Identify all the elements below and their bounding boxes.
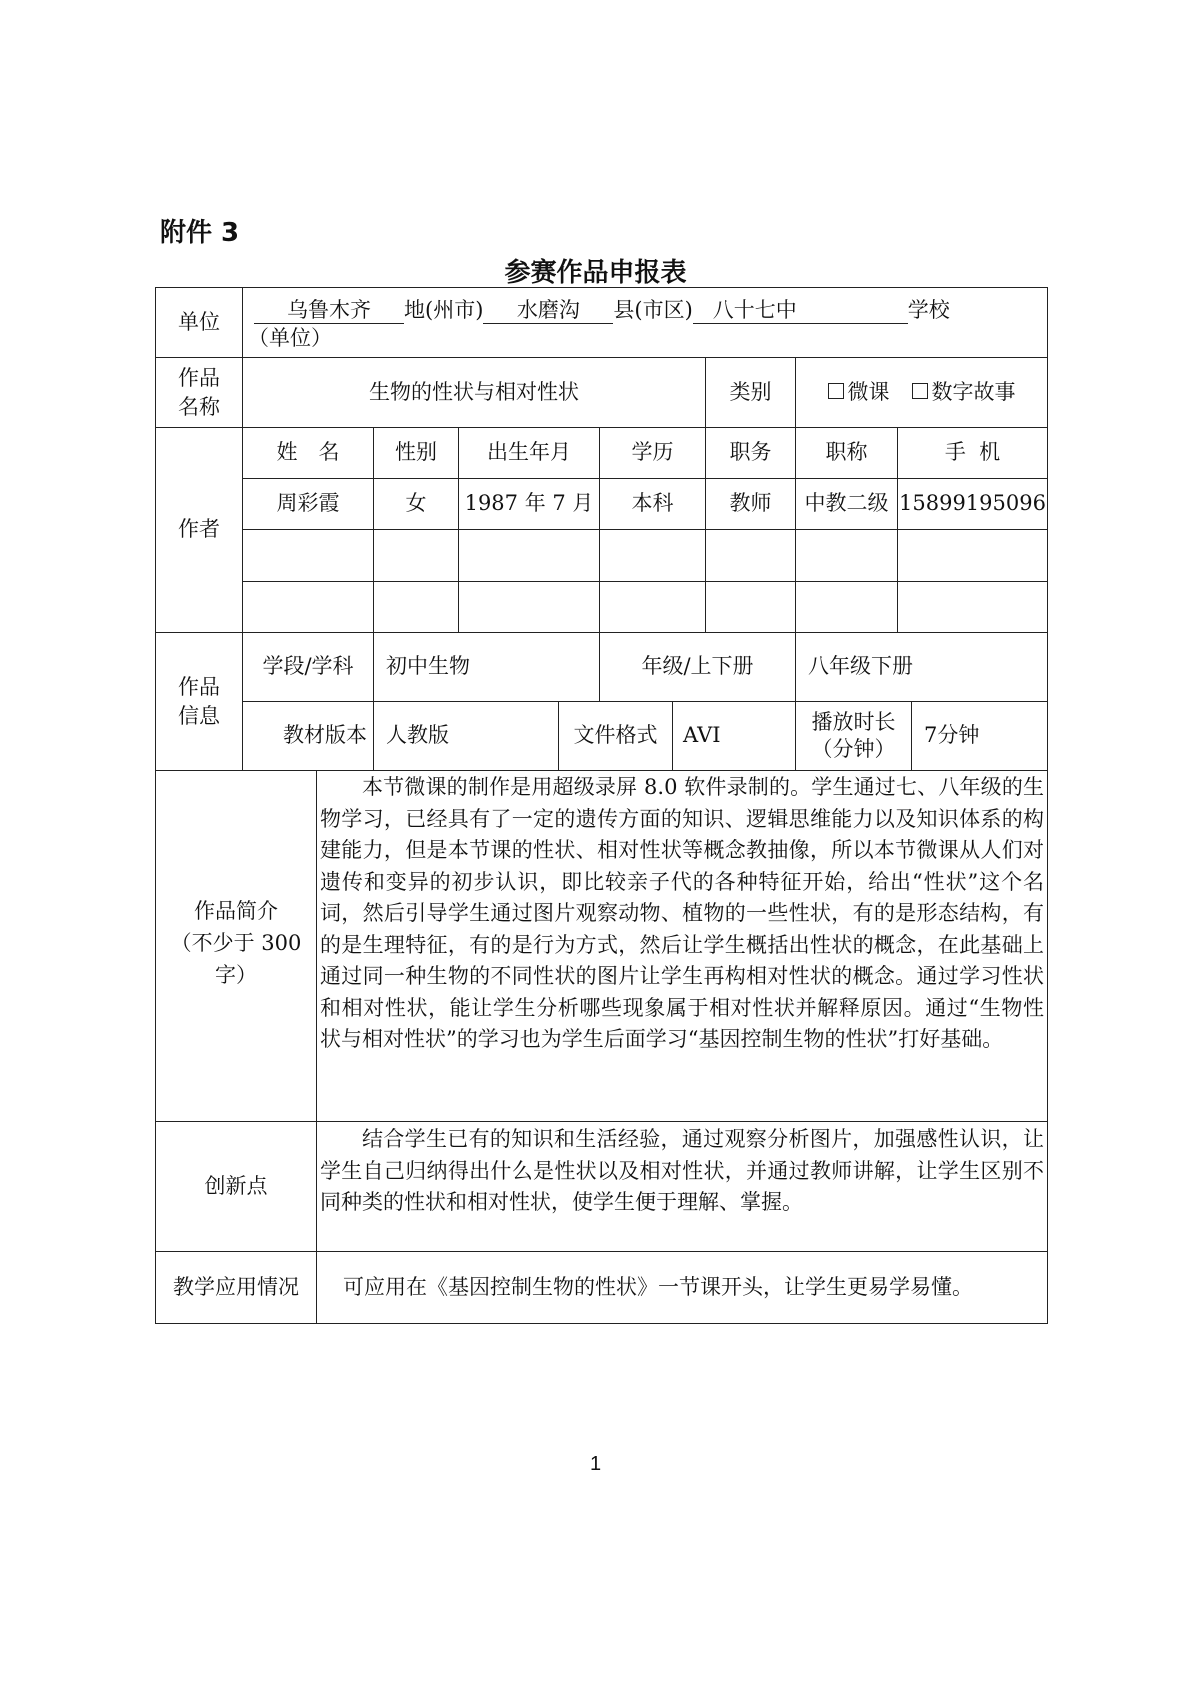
author-row-3-cell[interactable]: [795, 581, 898, 633]
form-title: 参赛作品申报表: [504, 258, 687, 288]
format-label: 文件格式: [558, 701, 673, 771]
county-suffix: 县(市区): [613, 298, 693, 322]
author-row-2-cell[interactable]: [897, 529, 1048, 582]
unit-label: 单位: [155, 287, 243, 358]
author-row-3-cell[interactable]: [373, 581, 459, 633]
author-row-2-cell[interactable]: [458, 529, 600, 582]
county-value: 水磨沟: [483, 297, 613, 324]
application-label: 教学应用情况: [155, 1251, 317, 1324]
innovation-label: 创新点: [155, 1121, 317, 1252]
duration-value: 7分钟: [911, 701, 1048, 771]
innovation-text: 结合学生已有的知识和生活经验，通过观察分析图片，加强感性认识，让学生自己归纳得出什么是性状以及相对性状，并通过教师讲解，让学生区别不同种类的性状和相对性状，使学生便于理解、掌握。: [320, 1127, 1044, 1214]
option-digital-story[interactable]: [912, 378, 1016, 407]
category-options: [795, 357, 1048, 428]
duration-label: 播放时长 （分钟）: [795, 701, 912, 771]
author-header-birth: 出生年月: [458, 427, 600, 479]
author-row-3-cell[interactable]: [242, 581, 374, 633]
author-header-name: 姓 名: [242, 427, 374, 479]
author-row-1-birth: 1987 年 7 月: [458, 478, 600, 530]
grade-value: 八年级下册: [795, 632, 1048, 702]
option-microlesson-label: 微课: [847, 379, 890, 404]
author-header-gender: 性别: [373, 427, 459, 479]
author-row-3-cell[interactable]: [458, 581, 600, 633]
author-header-title: 职称: [795, 427, 898, 479]
prefecture-suffix: 地(州市): [404, 298, 484, 322]
category-label: 类别: [705, 357, 796, 428]
school-suffix: 学校: [907, 298, 950, 322]
author-row-3-cell[interactable]: [599, 581, 706, 633]
format-value: AVI: [672, 701, 796, 771]
school-paren: （单位）: [248, 326, 332, 350]
school-value: 八十七中: [693, 297, 908, 324]
edition-value: 人教版: [373, 701, 559, 771]
author-row-2-cell[interactable]: [242, 529, 374, 582]
work-name-value: 生物的性状与相对性状: [242, 357, 706, 428]
edition-label: 教材版本: [242, 701, 374, 771]
prefecture-value: 乌鲁木齐: [254, 297, 404, 324]
info-label: 作品 信息: [155, 632, 243, 771]
intro-text: 本节微课的制作是用超级录屏 8.0 软件录制的。学生通过七、八年级的生物学习，已经具有了一定的遗传方面的知识、逻辑思维能力以及知识体系的构建能力，但是本节课的性状、相对性状等概念教抽像，所以本节微课从人们对遗传和变异的初步认识，即比较亲子代的各种特征开始，给出“性状”这个名词，然后引导学生通过图片观察动物、植物的一些性状，有的是形态结构，有的是生理特征，有的是行为方式，然后让学生概括出性状的概念，在此基础上通过同一种生物的不同性状的图片让学生再构相对性状的概念。通过学习性状和相对性状，能让学生分析哪些现象属于相对性状并解释原因。通过“生物性状与相对性状”的学习也为学生后面学习“基因控制生物的性状”打好基础。: [320, 775, 1044, 1051]
author-header-phone: 手 机: [897, 427, 1048, 479]
option-microlesson[interactable]: [828, 378, 890, 407]
author-header-education: 学历: [599, 427, 706, 479]
option-digital-story-label: 数字故事: [931, 379, 1016, 404]
author-row-1-name: 周彩霞: [242, 478, 374, 530]
intro-label-text: 作品简介 （不少于 300 字）: [170, 899, 302, 987]
application-value: 可应用在《基因控制生物的性状》一节课开头，让学生更易学易懂。: [316, 1251, 1048, 1324]
work-name-label: 作品 名称: [155, 357, 243, 428]
author-row-1-position: 教师: [705, 478, 796, 530]
checkbox-microlesson[interactable]: [828, 383, 844, 399]
stage-label: 学段/学科: [242, 632, 374, 702]
author-row-1-gender: 女: [373, 478, 459, 530]
stage-value: 初中生物: [373, 632, 600, 702]
attachment-label: 附件 3: [160, 218, 240, 248]
author-row-1-title: 中教二级: [795, 478, 898, 530]
author-row-1-phone: 15899195096: [897, 478, 1048, 530]
author-label: 作者: [155, 427, 243, 633]
author-row-1-education: 本科: [599, 478, 706, 530]
author-row-3-cell[interactable]: [897, 581, 1048, 633]
author-row-3-cell[interactable]: [705, 581, 796, 633]
author-row-2-cell[interactable]: [373, 529, 459, 582]
grade-label: 年级/上下册: [599, 632, 796, 702]
author-row-2-cell[interactable]: [795, 529, 898, 582]
author-header-position: 职务: [705, 427, 796, 479]
checkbox-digital-story[interactable]: [912, 383, 928, 399]
unit-line: [254, 294, 950, 326]
page-number: 1: [589, 1453, 602, 1475]
author-row-2-cell[interactable]: [705, 529, 796, 582]
author-row-2-cell[interactable]: [599, 529, 706, 582]
